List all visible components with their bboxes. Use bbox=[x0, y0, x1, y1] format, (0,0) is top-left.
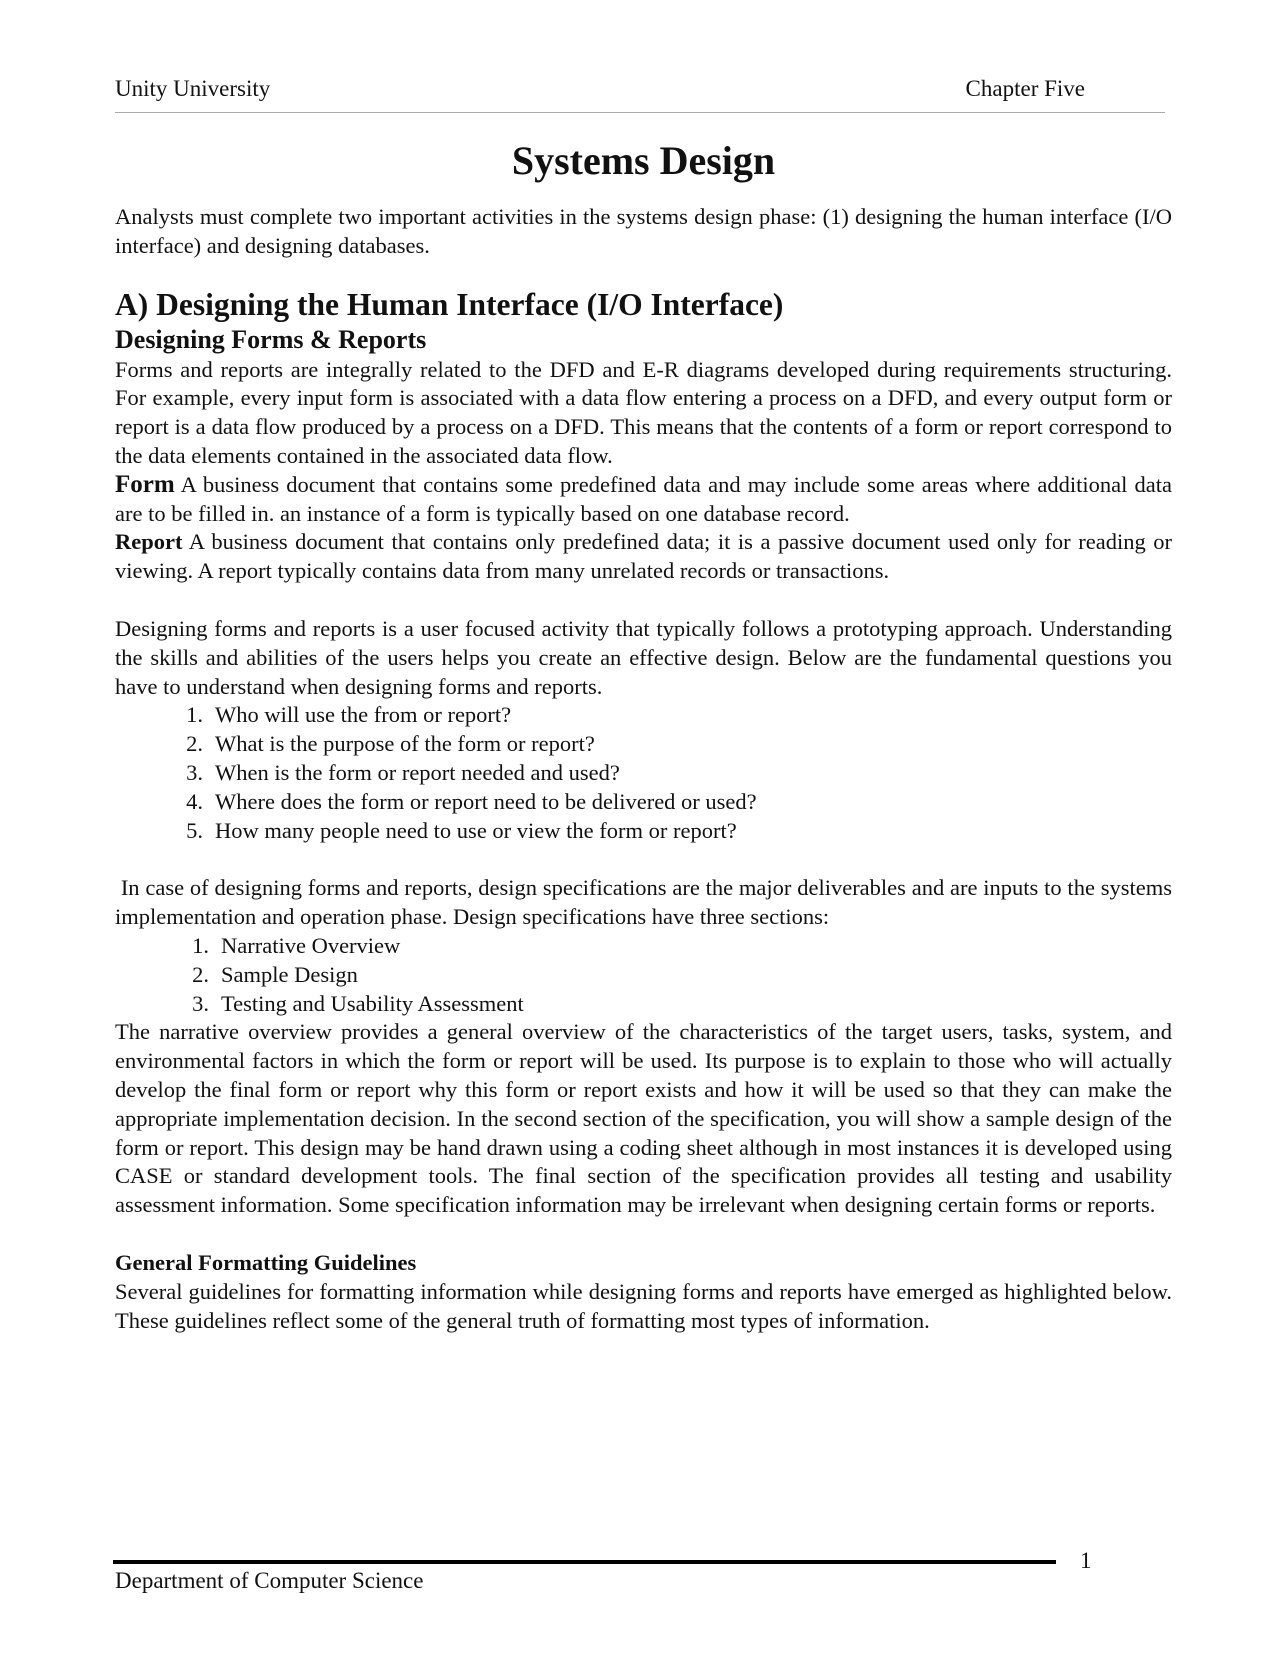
footer-department: Department of Computer Science bbox=[115, 1568, 424, 1593]
list-number: 5. bbox=[186, 817, 203, 843]
list-number: 3. bbox=[192, 990, 209, 1016]
list-number: 4. bbox=[186, 788, 203, 814]
questions-list bbox=[115, 701, 1172, 845]
section-a-heading: A) Designing the Human Interface (I/O Interface) bbox=[115, 286, 784, 322]
footer-divider bbox=[113, 1560, 1056, 1564]
list-number: 2. bbox=[186, 731, 203, 757]
list-item bbox=[115, 817, 1172, 846]
list-item bbox=[115, 701, 1172, 730]
list-item bbox=[115, 730, 1172, 759]
report-definition-text: A business document that contains only predefined data; it is a passive document used only for reading or viewing. A report typically contains data from many unrelated records or transactions. bbox=[115, 529, 1172, 584]
form-term: Form bbox=[115, 470, 175, 498]
list-text: Where does the form or report need to be delivered or used? bbox=[215, 788, 757, 814]
header-chapter: Chapter Five bbox=[965, 76, 1085, 101]
list-number: 1. bbox=[186, 702, 203, 728]
page-number: 1 bbox=[1080, 1548, 1092, 1573]
guidelines-heading: General Formatting Guidelines bbox=[115, 1249, 417, 1275]
spacer bbox=[115, 586, 1172, 615]
design-spec-paragraph: In case of designing forms and reports, design specifications are the major deliverables and are inputs to the systems implementation and operation phase. Design specifications have three sections: bbox=[115, 875, 1178, 930]
list-text: Testing and Usability Assessment bbox=[221, 990, 524, 1016]
list-number: 1. bbox=[192, 932, 209, 958]
page-title: Systems Design bbox=[511, 138, 776, 183]
spec-sections-list bbox=[115, 932, 1172, 1018]
guidelines-paragraph: Several guidelines for formatting information while designing forms and reports have emerged as highlighted below. These guidelines reflect some of the general truth of formatting most types of information. bbox=[115, 1278, 1172, 1333]
list-item bbox=[115, 990, 1172, 1019]
report-definition bbox=[115, 528, 1172, 586]
spacer bbox=[115, 845, 1172, 874]
list-item bbox=[115, 759, 1172, 788]
page-header bbox=[115, 76, 1085, 102]
list-number: 3. bbox=[186, 759, 203, 785]
form-definition-text: A business document that contains some predefined data and may include some areas where additional data are to be filled in. an instance of a form is typically based on one database record. bbox=[115, 471, 1172, 526]
list-text: How many people need to use or view the form or report? bbox=[215, 817, 737, 843]
page-content bbox=[115, 133, 1178, 1335]
prototyping-paragraph: Designing forms and reports is a user focused activity that typically follows a prototyping approach. Understanding the skills and abilities of the users helps you create an effective design. Below are the fundamental questions you have to understand when designing forms and reports. bbox=[115, 615, 1172, 699]
narrative-overview-paragraph: The narrative overview provides a general overview of the characteristics of the target users, tasks, system, and environmental factors in which the form or report will be used. Its purpose is to explain to those who will actually develop the final form or report why this form or report exists and how it will be used so that they can make the appropriate implementation decision. In the second section of the specification, you will show a sample design of the form or report. This design may be hand drawn using a coding sheet although in most instances it is developed using CASE or standard development tools. The final section of the specification provides all testing and usability assessment information. Some specification information may be irrelevant when designing certain forms or reports. bbox=[115, 1019, 1172, 1218]
forms-reports-paragraph: Forms and reports are integrally related to the DFD and E-R diagrams developed during requirements structuring. For example, every input form is associated with a data flow entering a process on a DFD, and every output form or report is a data flow produced by a process on a DFD. This means that the contents of a form or report correspond to the data elements contained in the associated data flow. bbox=[115, 356, 1172, 468]
intro-paragraph: Analysts must complete two important activities in the systems design phase: (1) designing the human interface (I/O interface) and designing databases. bbox=[115, 204, 1172, 258]
list-item bbox=[115, 932, 1172, 961]
list-text: When is the form or report needed and used? bbox=[215, 759, 620, 785]
list-text: Narrative Overview bbox=[221, 932, 401, 958]
forms-reports-subheading: Designing Forms & Reports bbox=[115, 324, 427, 354]
spacer bbox=[115, 1220, 1172, 1249]
report-term: Report bbox=[115, 529, 183, 555]
list-text: Who will use the from or report? bbox=[215, 702, 512, 728]
header-university: Unity University bbox=[115, 76, 271, 101]
list-text: What is the purpose of the form or report? bbox=[215, 731, 595, 757]
header-divider bbox=[115, 112, 1165, 113]
list-number: 2. bbox=[192, 961, 209, 987]
list-item bbox=[115, 788, 1172, 817]
list-text: Sample Design bbox=[221, 961, 358, 987]
form-definition bbox=[115, 471, 1172, 529]
list-item bbox=[115, 961, 1172, 990]
